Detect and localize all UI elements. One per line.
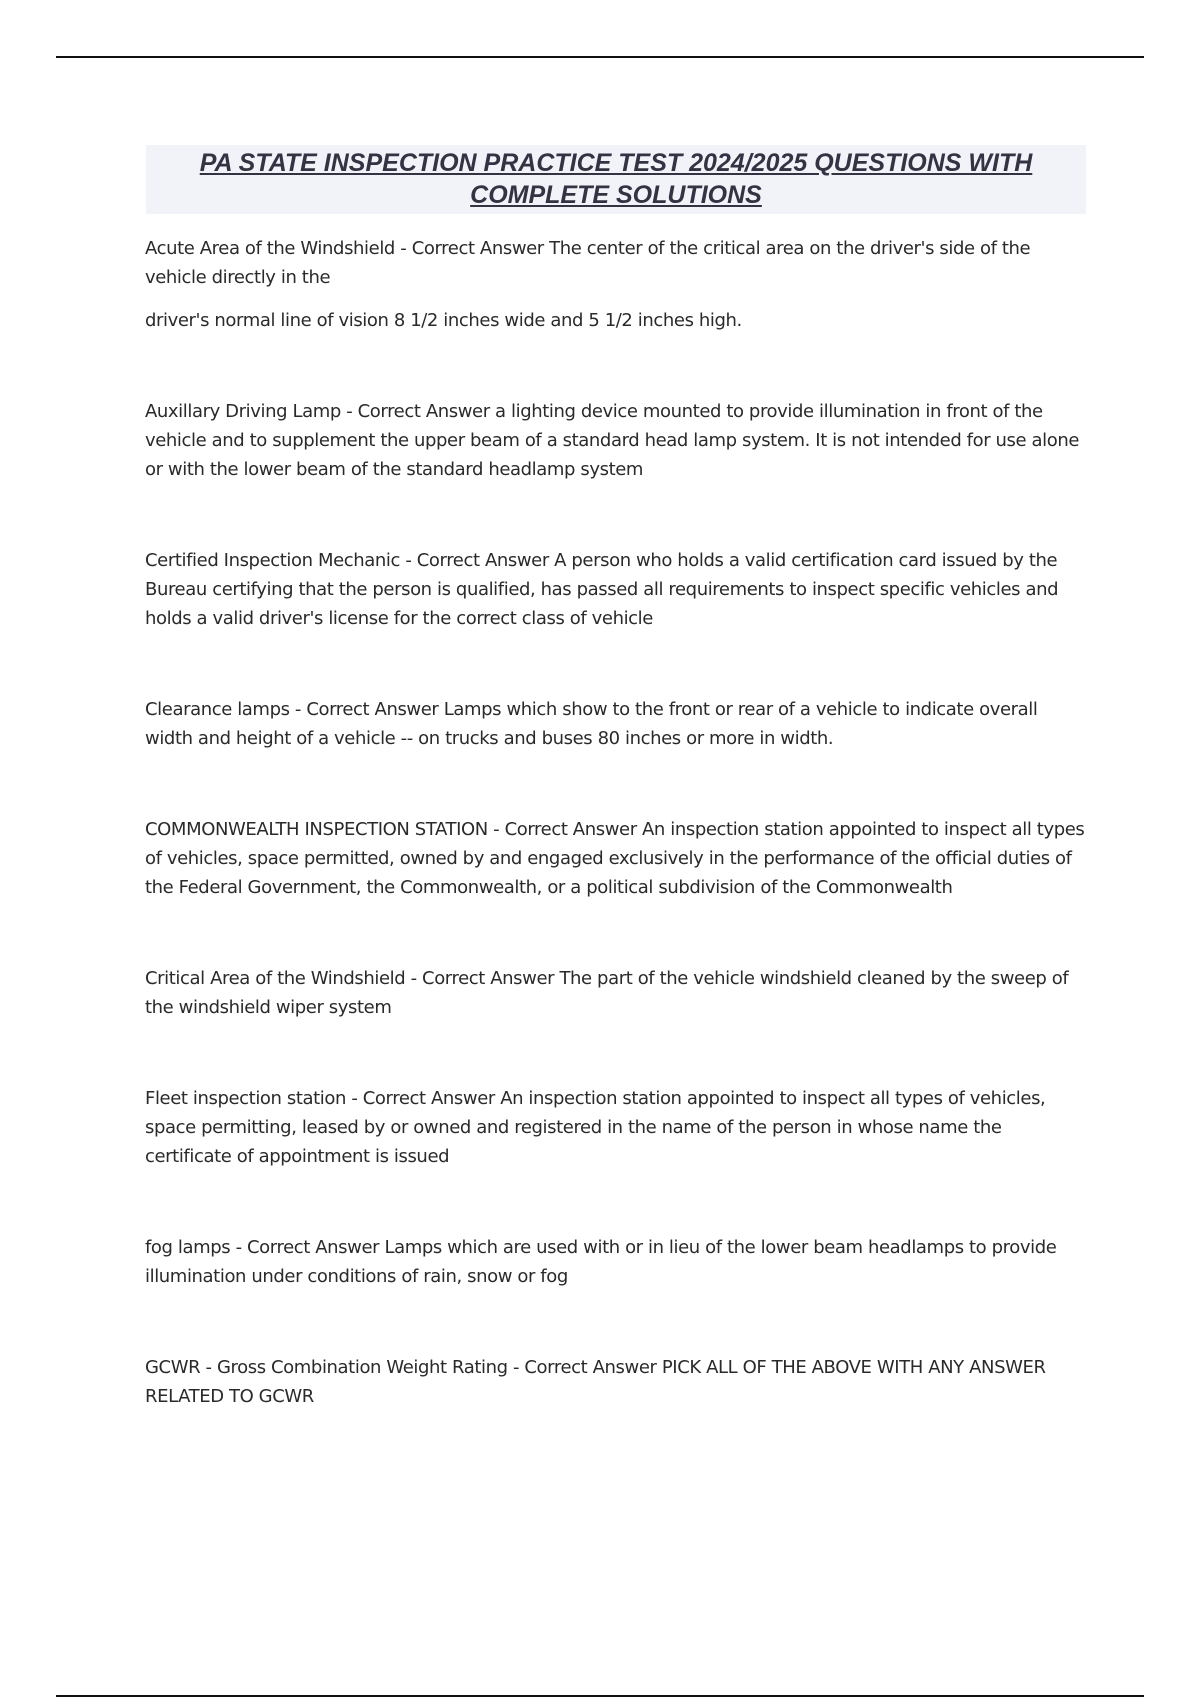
top-rule	[56, 56, 1144, 58]
entry-text: fog lamps - Correct Answer Lamps which are used with or in lieu of the lower beam headlamps to provide illumination under conditions of rain, snow or fog	[145, 1237, 1057, 1287]
entry-text: Auxillary Driving Lamp - Correct Answer a lighting device mounted to provide illumination in front of the vehicle and to supplement the upper beam of a standard head lamp system. It is not intended for use alone or with the lower beam of the standard headlamp system	[145, 401, 1080, 480]
entry-fog-lamps	[145, 1233, 1090, 1291]
entry-text: Fleet inspection station - Correct Answer An inspection station appointed to inspect all types of vehicles, space permitting, leased by or owned and registered in the name of the person in whose name the certificate of appointment is issued	[145, 1088, 1046, 1167]
document-title	[146, 145, 1086, 214]
bottom-rule	[56, 1695, 1144, 1697]
entry-text: COMMONWEALTH INSPECTION STATION - Correct Answer An inspection station appointed to inspect all types of vehicles, space permitted, owned by and engaged exclusively in the performance of the official duties of the Federal Government, the Commonwealth, or a political subdivision of the Commonwealth	[145, 819, 1085, 898]
entry-text: GCWR - Gross Combination Weight Rating - Correct Answer PICK ALL OF THE ABOVE WITH ANY ANSWER RELATED TO GCWR	[145, 1357, 1046, 1407]
entry-text: Clearance lamps - Correct Answer Lamps which show to the front or rear of a vehicle to indicate overall width and height of a vehicle -- on trucks and buses 80 inches or more in width.	[145, 699, 1038, 749]
entry-critical-area	[145, 964, 1090, 1022]
entry-acute-area	[145, 234, 1090, 335]
entry-text: Critical Area of the Windshield - Correct Answer The part of the vehicle windshield cleaned by the sweep of the windshield wiper system	[145, 968, 1069, 1018]
entry-clearance-lamps	[145, 695, 1090, 753]
entries-list	[145, 234, 1090, 1411]
entry-commonwealth-inspection-station	[145, 815, 1090, 902]
entry-text: Certified Inspection Mechanic - Correct Answer A person who holds a valid certification card issued by the Bureau certifying that the person is qualified, has passed all requirements to inspect specific vehicles and holds a valid driver's license for the correct class of vehicle	[145, 550, 1059, 629]
entry-gcwr	[145, 1353, 1090, 1411]
entry-text: Acute Area of the Windshield - Correct Answer The center of the critical area on the driver's side of the vehicle directly in the	[145, 238, 1031, 288]
entry-fleet-inspection-station	[145, 1084, 1090, 1171]
title-line-1: PA STATE INSPECTION PRACTICE TEST 2024/2025 QUESTIONS WITH	[199, 149, 1033, 177]
entry-certified-inspection-mechanic	[145, 546, 1090, 633]
title-line-2: COMPLETE SOLUTIONS	[470, 181, 762, 209]
entry-auxillary-driving-lamp	[145, 397, 1090, 484]
entry-text-continued: driver's normal line of vision 8 1/2 inches wide and 5 1/2 inches high.	[145, 310, 742, 331]
